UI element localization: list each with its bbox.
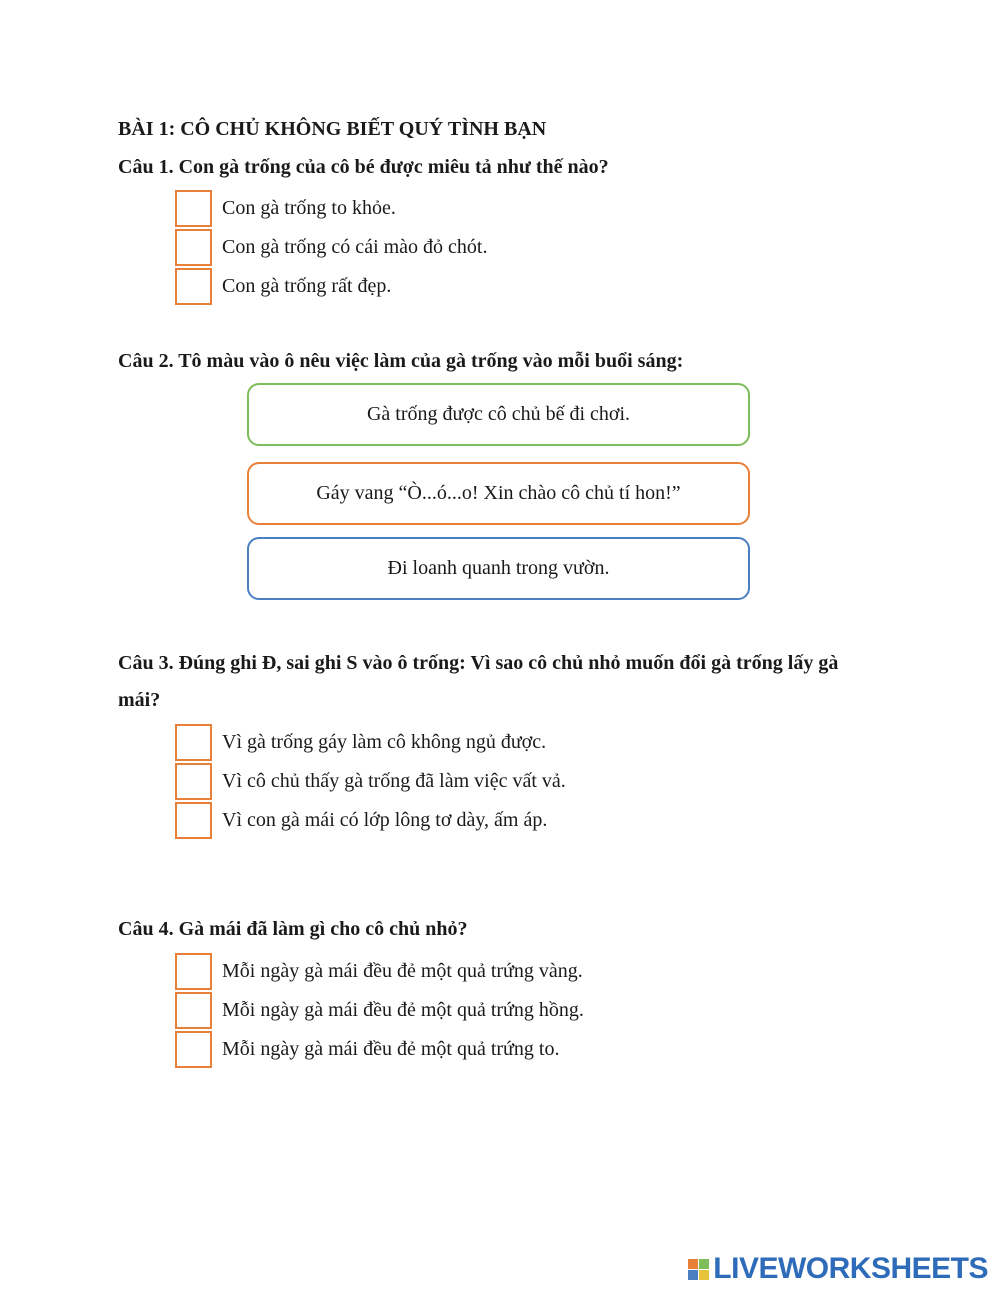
question-2: Câu 2. Tô màu vào ô nêu việc làm của gà trống vào mỗi buổi sáng:	[118, 350, 684, 372]
q1-option-2-checkbox[interactable]	[175, 229, 212, 266]
q3-option-2-label: Vì cô chủ thấy gà trống đã làm việc vất vả.	[222, 770, 566, 792]
q3-option-2-answer-box[interactable]	[175, 763, 212, 800]
question-3: Câu 3. Đúng ghi Đ, sai ghi S vào ô trống: Vì sao cô chủ nhỏ muốn đổi gà trống lấy gà mái?	[118, 652, 839, 711]
q4-option-3	[175, 1030, 559, 1069]
q4-option-1-checkbox[interactable]	[175, 953, 212, 990]
liveworksheets-logo-icon	[688, 1259, 709, 1280]
q2-color-box-1[interactable]	[247, 383, 750, 446]
q1-option-2-label: Con gà trống có cái mào đỏ chót.	[222, 236, 488, 258]
q4-option-3-checkbox[interactable]	[175, 1031, 212, 1068]
q2-color-box-3-label: Đi loanh quanh trong vườn.	[387, 557, 610, 579]
q2-color-box-2-label: Gáy vang “Ò...ó...o! Xin chào cô chủ tí hon!”	[316, 482, 681, 504]
q4-option-2	[175, 991, 584, 1030]
q1-option-2	[175, 228, 488, 267]
q4-option-3-label: Mỗi ngày gà mái đều đẻ một quả trứng to.	[222, 1038, 560, 1060]
q3-option-3-answer-box[interactable]	[175, 802, 212, 839]
q4-option-2-label: Mỗi ngày gà mái đều đẻ một quả trứng hồng.	[222, 999, 584, 1021]
q3-option-1	[175, 723, 546, 762]
q1-option-1	[175, 189, 396, 228]
q1-option-1-label: Con gà trống to khỏe.	[222, 197, 396, 219]
q3-option-2	[175, 762, 566, 801]
q1-option-3	[175, 267, 391, 306]
q4-option-2-checkbox[interactable]	[175, 992, 212, 1029]
q2-color-box-1-label: Gà trống được cô chủ bế đi chơi.	[366, 403, 631, 425]
q2-color-box-3[interactable]	[247, 537, 750, 600]
q4-option-1	[175, 952, 583, 991]
q1-option-3-checkbox[interactable]	[175, 268, 212, 305]
q3-option-3	[175, 801, 547, 840]
q1-option-3-label: Con gà trống rất đẹp.	[222, 275, 392, 297]
worksheet-title: BÀI 1: CÔ CHỦ KHÔNG BIẾT QUÝ TÌNH BẠN	[118, 118, 547, 140]
q3-option-3-label: Vì con gà mái có lớp lông tơ dày, ấm áp.	[222, 809, 548, 831]
q2-color-box-2[interactable]	[247, 462, 750, 525]
q3-option-1-answer-box[interactable]	[175, 724, 212, 761]
question-4: Câu 4. Gà mái đã làm gì cho cô chủ nhỏ?	[118, 918, 468, 940]
q3-option-1-label: Vì gà trống gáy làm cô không ngủ được.	[222, 731, 547, 753]
q1-option-1-checkbox[interactable]	[175, 190, 212, 227]
question-1: Câu 1. Con gà trống của cô bé được miêu tả như thế nào?	[118, 156, 609, 178]
liveworksheets-logo	[688, 1252, 988, 1286]
logo-text: LIVEWORKSHEETS	[713, 1252, 988, 1285]
q4-option-1-label: Mỗi ngày gà mái đều đẻ một quả trứng vàng.	[222, 960, 583, 982]
